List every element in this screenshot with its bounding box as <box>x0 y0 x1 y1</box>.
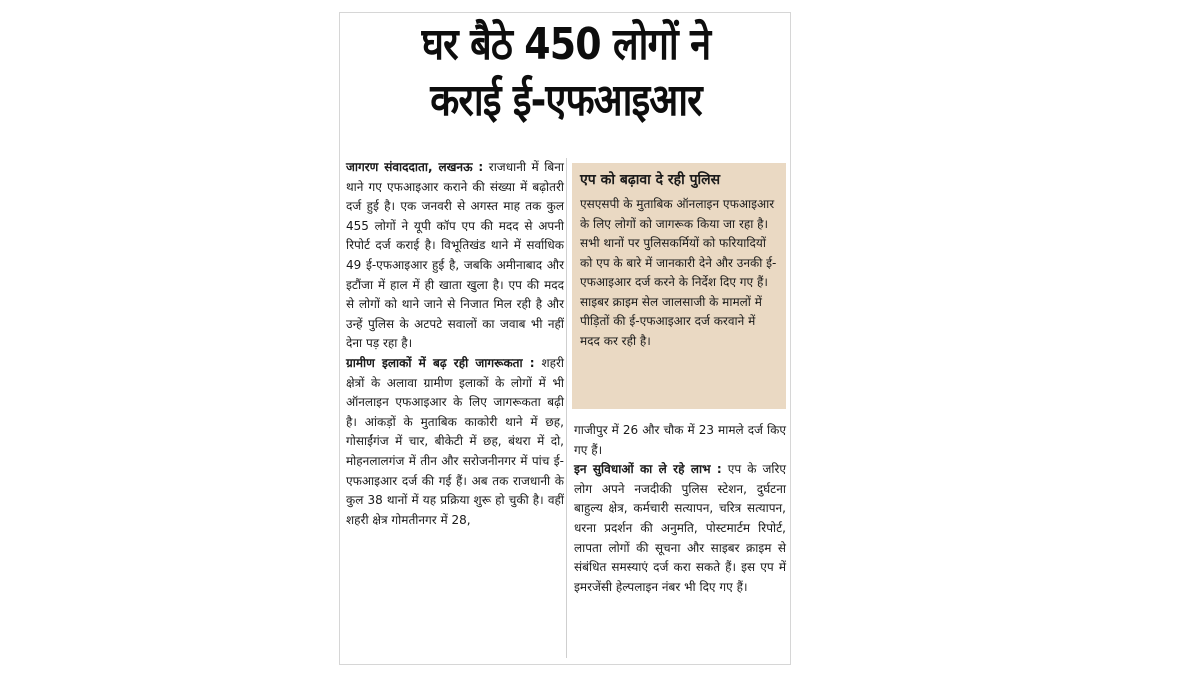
newspaper-clipping <box>339 12 791 665</box>
sidebar-box-title: एप को बढ़ावा दे रही पुलिस <box>580 172 721 188</box>
right-paragraph-2 <box>574 460 786 597</box>
sidebar-box-body: एसएसपी के मुताबिक ऑनलाइन एफआइआर के लिए लोगों को जागरूक किया जा रहा है। सभी थानों पर पुलिसकर्मियों को फरियादियों को एप के बारे में जानकारी देने और उनकी ई-एफआइआर दर्ज करने के निर्देश दिए गए हैं। साइबर क्राइम सेल जालसाजी के मामलों में पीड़ितों की ई-एफआइआर दर्ज करवाने में मदद कर रही है। <box>580 197 777 348</box>
left-paragraph-2 <box>346 354 564 530</box>
left-subhead: ग्रामीण इलाकों में बढ़ रही जागरूकता : <box>346 355 535 370</box>
right-subhead: इन सुविधाओं का ले रहे लाभ : <box>574 462 722 477</box>
headline-line-1: घर बैठे 450 लोगों ने <box>421 19 711 70</box>
left-paragraph-1-text: राजधानी में बिना थाने गए एफआइआर कराने की संख्या में बढ़ोतरी दर्ज हुई है। एक जनवरी से अगस्त माह तक कुल 455 लोगों ने यूपी कॉप एप की मदद से अपनी रिपोर्ट दर्ज कराई है। विभूतिखंड थाने में सर्वाधिक 49 ई-एफआइआर हुई है, जबकि अमीनाबाद और इटौंजा में हाल में ही खाता खुला है। एप की मदद से लोगों को थाने जाने से निजात मिल रही है और उन्हें पुलिस के अटपटे सवालों का जवाब भी नहीं देना पड़ रहा है। <box>346 160 564 351</box>
left-paragraph-2-text: शहरी क्षेत्रों के अलावा ग्रामीण इलाकों के लोगों में भी ऑनलाइन एफआइआर के लिए जागरूकता बढ़ी है। आंकड़ों के मुताबिक काकोरी थाने में छह, गोसाईंगंज में चार, बीकेटी में छह, बंथरा में दो, मोहनलालगंज में तीन और सरोजनीनगर में पांच ई-एफआइआर दर्ज की गई हैं। अब तक राजधानी के कुल 38 थानों में यह प्रक्रिया शुरू हो चुकी है। वहीं शहरी क्षेत्र गोमतीनगर में 28, <box>346 355 564 527</box>
headline-line-2: कराई ई-एफआइआर <box>430 75 702 126</box>
sidebar-box <box>572 163 786 409</box>
headline <box>346 17 786 129</box>
left-paragraph-1 <box>346 158 564 354</box>
right-paragraph-1: गाजीपुर में 26 और चौक में 23 मामले दर्ज किए गए हैं। <box>574 423 786 457</box>
right-paragraph-2-text: एप के जरिए लोग अपने नजदीकी पुलिस स्टेशन, दुर्घटना बाहुल्य क्षेत्र, कर्मचारी सत्यापन, चरित्र सत्यापन, धरना प्रदर्शन की अनुमति, पोस्टमार्टम रिपोर्ट, लापता लोगों की सूचना और साइबर क्राइम से संबंधित समस्याएं दर्ज करा सकते हैं। इस एप में इमरजेंसी हेल्पलाइन नंबर भी दिए गए हैं। <box>574 462 786 594</box>
right-column <box>574 421 786 597</box>
left-column <box>346 158 564 530</box>
column-divider <box>566 158 567 658</box>
byline: जागरण संवाददाता, लखनऊ : <box>346 160 484 174</box>
